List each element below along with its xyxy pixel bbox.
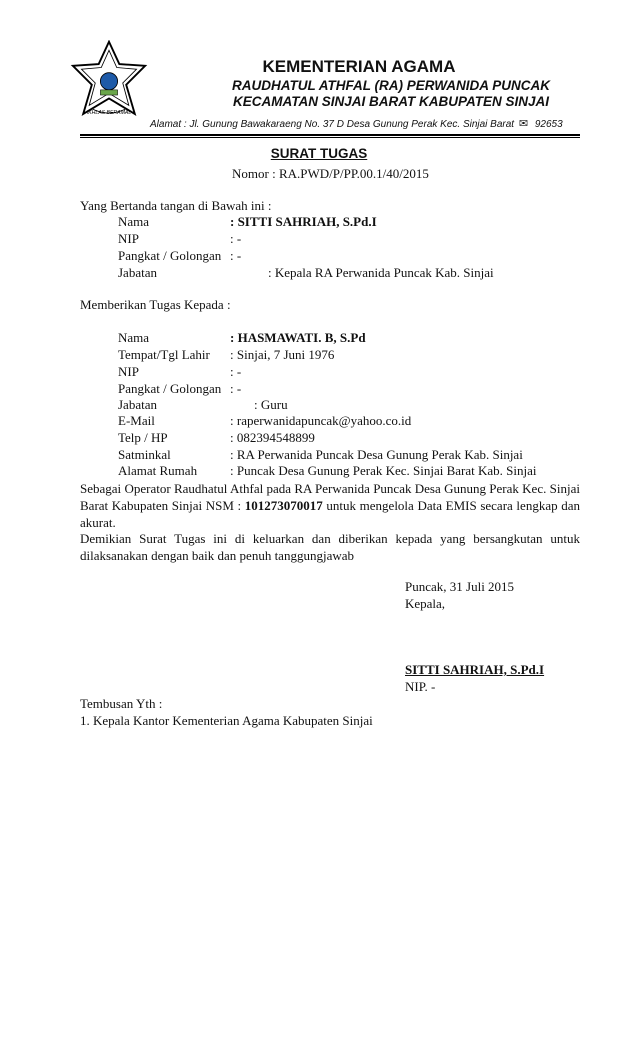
assignee-value-pangkat: : - <box>230 381 242 396</box>
assignee-value-ttl: : Sinjai, 7 Juni 1976 <box>230 347 335 362</box>
header-rule-thick <box>80 134 580 136</box>
assignee-value-nama: : HASMAWATI. B, S.Pd <box>230 330 366 345</box>
address-line <box>150 117 563 130</box>
signer-value-jabatan: : Kepala RA Perwanida Puncak Kab. Sinjai <box>268 265 494 280</box>
envelope-icon: ✉ <box>518 118 529 130</box>
closing-paragraph: Demikian Surat Tugas ini di keluarkan dan diberikan kepada yang bersangkutan untuk dilaksanakan dengan baik dan penuh tanggungjawab <box>80 531 580 563</box>
assignee-label-alamat: Alamat Rumah <box>118 463 198 478</box>
address-text: Alamat : Jl. Gunung Bawakaraeng No. 37 D Desa Gunung Perak Kec. Sinjai Barat <box>150 119 515 130</box>
assignee-label-pangkat: Pangkat / Golongan <box>118 381 222 396</box>
cc-heading: Tembusan Yth : <box>80 696 163 711</box>
signer-position: Kepala, <box>405 596 446 611</box>
assignee-value-jabatan: : Guru <box>254 397 288 412</box>
signer-nip: NIP. - <box>405 679 436 694</box>
signer-value-nip: : - <box>230 231 242 246</box>
cc-item: 1. Kepala Kantor Kementerian Agama Kabupaten Sinjai <box>80 713 373 728</box>
postal-code: 92653 <box>534 119 563 130</box>
assignee-value-email: : raperwanidapuncak@yahoo.co.id <box>230 413 412 428</box>
assignee-label-email: E-Mail <box>118 413 155 428</box>
assign-intro: Memberikan Tugas Kepada : <box>80 297 231 312</box>
assignee-label-telp: Telp / HP <box>118 430 168 445</box>
logo-motto: IKHLAS BERAMAL <box>86 109 132 116</box>
assignee-value-nip: : - <box>230 364 242 379</box>
letter-title: SURAT TUGAS <box>270 146 368 161</box>
header-rule-thin <box>80 137 580 138</box>
intro-text: Yang Bertanda tangan di Bawah ini : <box>80 198 272 213</box>
assignee-label-nip: NIP <box>118 364 139 379</box>
nsm-number: 101273070017 <box>244 498 323 513</box>
school-name: RAUDHATUL ATHFAL (RA) PERWANIDA PUNCAK <box>232 78 550 93</box>
signer-value-pangkat: : - <box>230 248 242 263</box>
signer-label-nama: Nama <box>118 214 150 229</box>
assignee-value-satminkal: : RA Perwanida Puncak Desa Gunung Perak Kab. Sinjai <box>230 447 523 462</box>
signer-name: SITTI SAHRIAH, S.Pd.I <box>405 662 545 677</box>
signer-value-nama: : SITTI SAHRIAH, S.Pd.I <box>230 214 377 229</box>
place-date: Puncak, 31 Juli 2015 <box>405 579 515 594</box>
assignee-label-nama: Nama <box>118 330 150 345</box>
body-paragraph <box>80 480 580 531</box>
body-text-after: untuk mengelola Data EMIS secara lengkap dan akurat. <box>80 498 580 530</box>
district-name: KECAMATAN SINJAI BARAT KABUPATEN SINJAI <box>232 94 549 109</box>
assignee-value-alamat: : Puncak Desa Gunung Perak Kec. Sinjai Barat Kab. Sinjai <box>230 463 537 478</box>
assignee-label-jabatan: Jabatan <box>118 397 157 412</box>
body-text-before: Sebagai Operator Raudhatul Athfal pada RA Perwanida Puncak Desa Gunung Perak Kec. Sinjai Barat Kabupaten Sinjai NSM : <box>80 481 580 513</box>
assignee-value-telp: : 082394548899 <box>230 430 315 445</box>
signer-label-jabatan: Jabatan <box>118 265 157 280</box>
letter-number: Nomor : RA.PWD/P/PP.00.1/40/2015 <box>232 166 429 181</box>
assignee-label-ttl: Tempat/Tgl Lahir <box>118 347 210 362</box>
signer-label-nip: NIP <box>118 231 139 246</box>
ministry-name: KEMENTERIAN AGAMA <box>262 57 456 76</box>
signer-label-pangkat: Pangkat / Golongan <box>118 248 222 263</box>
assignee-label-satminkal: Satminkal <box>118 447 171 462</box>
